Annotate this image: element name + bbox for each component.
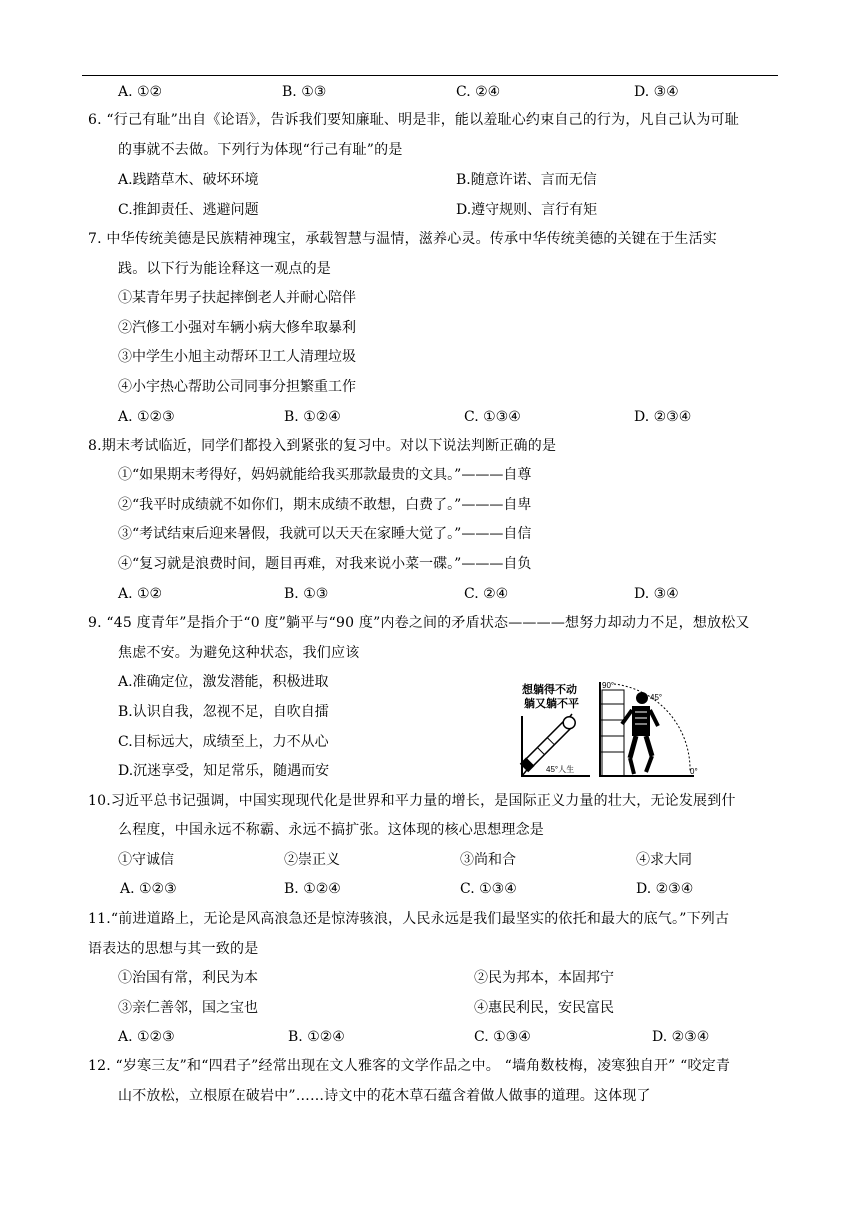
q10-item-4: ④求大同 xyxy=(636,852,692,868)
q11-option-c: C. ①③④ xyxy=(474,1029,531,1045)
left-caption-line-1: 想躺得不动 xyxy=(522,684,577,696)
q7-option-c: C. ①③④ xyxy=(464,409,521,425)
q11-item-3: ③亲仁善邻，国之宝也 xyxy=(118,1000,258,1016)
q10-option-a: A. ①②③ xyxy=(120,881,177,897)
q6-option-c: C.推卸责任、逃避问题 xyxy=(118,202,259,218)
right-bottom-label: 0° xyxy=(690,767,698,776)
q8-item-3: ③“考试结束后迎来暑假，我就可以天天在家睡大觉了。”———自信 xyxy=(118,526,532,542)
left-panel xyxy=(520,682,590,776)
q7-option-a: A. ①②③ xyxy=(118,409,175,425)
q7-item-1: ①某青年男子扶起摔倒老人并耐心陪伴 xyxy=(118,290,356,306)
q11-item-2: ②民为邦本，本固邦宁 xyxy=(474,970,614,986)
q7-item-3: ③中学生小旭主动帮环卫工人清理垃圾 xyxy=(118,349,356,365)
q8-option-b: B. ①③ xyxy=(284,586,329,602)
leaning-person-icon xyxy=(520,714,578,772)
left-angle-label: 45°人生 xyxy=(546,765,575,774)
q7-option-b: B. ①②④ xyxy=(284,409,341,425)
q11-option-a: A. ①②③ xyxy=(118,1029,175,1045)
q8-item-4: ④“复习就是浪费时间，题目再难，对我来说小菜一碟。”———自负 xyxy=(118,556,532,572)
q8-item-1: ①“如果期末考得好，妈妈就能给我买那款最贵的文具。”———自尊 xyxy=(118,467,532,483)
q8-stem: 8.期末考试临近，同学们都投入到紧张的复习中。对以下说法判断正确的是 xyxy=(88,438,557,454)
q10-option-b: B. ①②④ xyxy=(284,881,341,897)
q6-stem-line-1: 6. “行己有耻”出自《论语》，告诉我们要知廉耻、明是非，能以羞耻心约束自己的行为，凡自己认为可耻 xyxy=(88,112,739,128)
q8-item-2: ②“我平时成绩就不如你们，期末成绩不敢想，白费了。”———自卑 xyxy=(118,497,532,513)
q7-stem-line-1: 7. 中华传统美德是民族精神瑰宝，承载智慧与温情，滋养心灵。传承中华传统美德的关键在于生活实 xyxy=(88,231,718,247)
q7-stem-line-2: 践。以下行为能诠释这一观点的是 xyxy=(118,261,331,277)
q5-option-a: A. ①② xyxy=(118,84,163,100)
q11-option-b: B. ①②④ xyxy=(288,1029,345,1045)
q5-option-d: D. ③④ xyxy=(634,84,679,100)
q9-option-b: B.认识自我，忽视不足，自吹自擂 xyxy=(118,704,329,720)
q6-stem-line-2: 的事就不去做。下列行为体现“行己有耻”的是 xyxy=(118,142,403,158)
q10-item-2: ②崇正义 xyxy=(284,852,340,868)
q11-stem-line-2: 语表达的思想与其一致的是 xyxy=(88,941,259,957)
skeleton-figure-icon xyxy=(622,692,658,774)
q10-item-3: ③尚和合 xyxy=(460,852,516,868)
q9-option-c: C.目标远大，成绩至上，力不从心 xyxy=(118,734,329,750)
right-angle-label: 45° xyxy=(650,693,663,702)
q6-option-d: D.遵守规则、言行有矩 xyxy=(456,202,598,218)
q9-stem-line-2: 焦虑不安。为避免这种状态，我们应该 xyxy=(118,645,360,661)
q10-stem-line-1: 10.习近平总书记强调，中国实现现代化是世界和平力量的增长，是国际正义力量的壮大，无论发展到什 xyxy=(88,793,736,809)
q7-item-2: ②汽修工小强对车辆小病大修牟取暴利 xyxy=(118,320,356,336)
q12-stem-line-1: 12. “岁寒三友”和“四君子”经常出现在文人雅客的文学作品之中。 “墙角数枝梅，凌寒独自开” “咬定青 xyxy=(88,1058,731,1074)
q7-option-d: D. ②③④ xyxy=(634,409,692,425)
q5-option-c: C. ②④ xyxy=(456,84,501,100)
q6-option-b: B.随意许诺、言而无信 xyxy=(456,172,597,188)
q11-option-d: D. ②③④ xyxy=(652,1029,710,1045)
right-top-label: 90° xyxy=(602,681,615,690)
q7-item-4: ④小宇热心帮助公司同事分担繁重工作 xyxy=(118,379,356,395)
q11-stem-line-1: 11.“前进道路上，无论是风高浪急还是惊涛骇浪，人民永远是我们最坚实的依托和最大的底气。”下列古 xyxy=(88,911,730,927)
q6-option-a: A.践踏草木、破坏环境 xyxy=(118,172,259,188)
left-caption-line-2: 躺又躺不平 xyxy=(524,698,579,710)
q11-item-4: ④惠民利民，安民富民 xyxy=(474,1000,614,1016)
header-rule xyxy=(82,75,778,76)
q8-option-c: C. ②④ xyxy=(464,586,509,602)
q12-stem-line-2: 山不放松，立根原在破岩中”……诗文中的花木草石蕴含着做人做事的道理。这体现了 xyxy=(118,1088,651,1104)
q11-item-1: ①治国有常，利民为本 xyxy=(118,970,258,986)
q8-option-a: A. ①② xyxy=(118,586,163,602)
q8-option-d: D. ③④ xyxy=(634,586,679,602)
q10-option-c: C. ①③④ xyxy=(460,881,517,897)
q9-option-d: D.沉迷享受，知足常乐，随遇而安 xyxy=(118,763,330,779)
q9-stem-line-1: 9. “45 度青年”是指介于“0 度”躺平与“90 度”内卷之间的矛盾状态————想努力却动力不足，想放松又 xyxy=(88,615,750,631)
q5-option-b: B. ①③ xyxy=(282,84,327,100)
q9-cartoon-figure xyxy=(514,676,788,780)
q9-option-a: A.准确定位，激发潜能，积极进取 xyxy=(118,674,329,690)
q10-stem-line-2: 么程度，中国永远不称霸、永远不搞扩张。这体现的核心思想理念是 xyxy=(118,822,544,838)
right-panel xyxy=(600,681,698,776)
q10-item-1: ①守诚信 xyxy=(118,852,174,868)
q10-option-d: D. ②③④ xyxy=(636,881,694,897)
